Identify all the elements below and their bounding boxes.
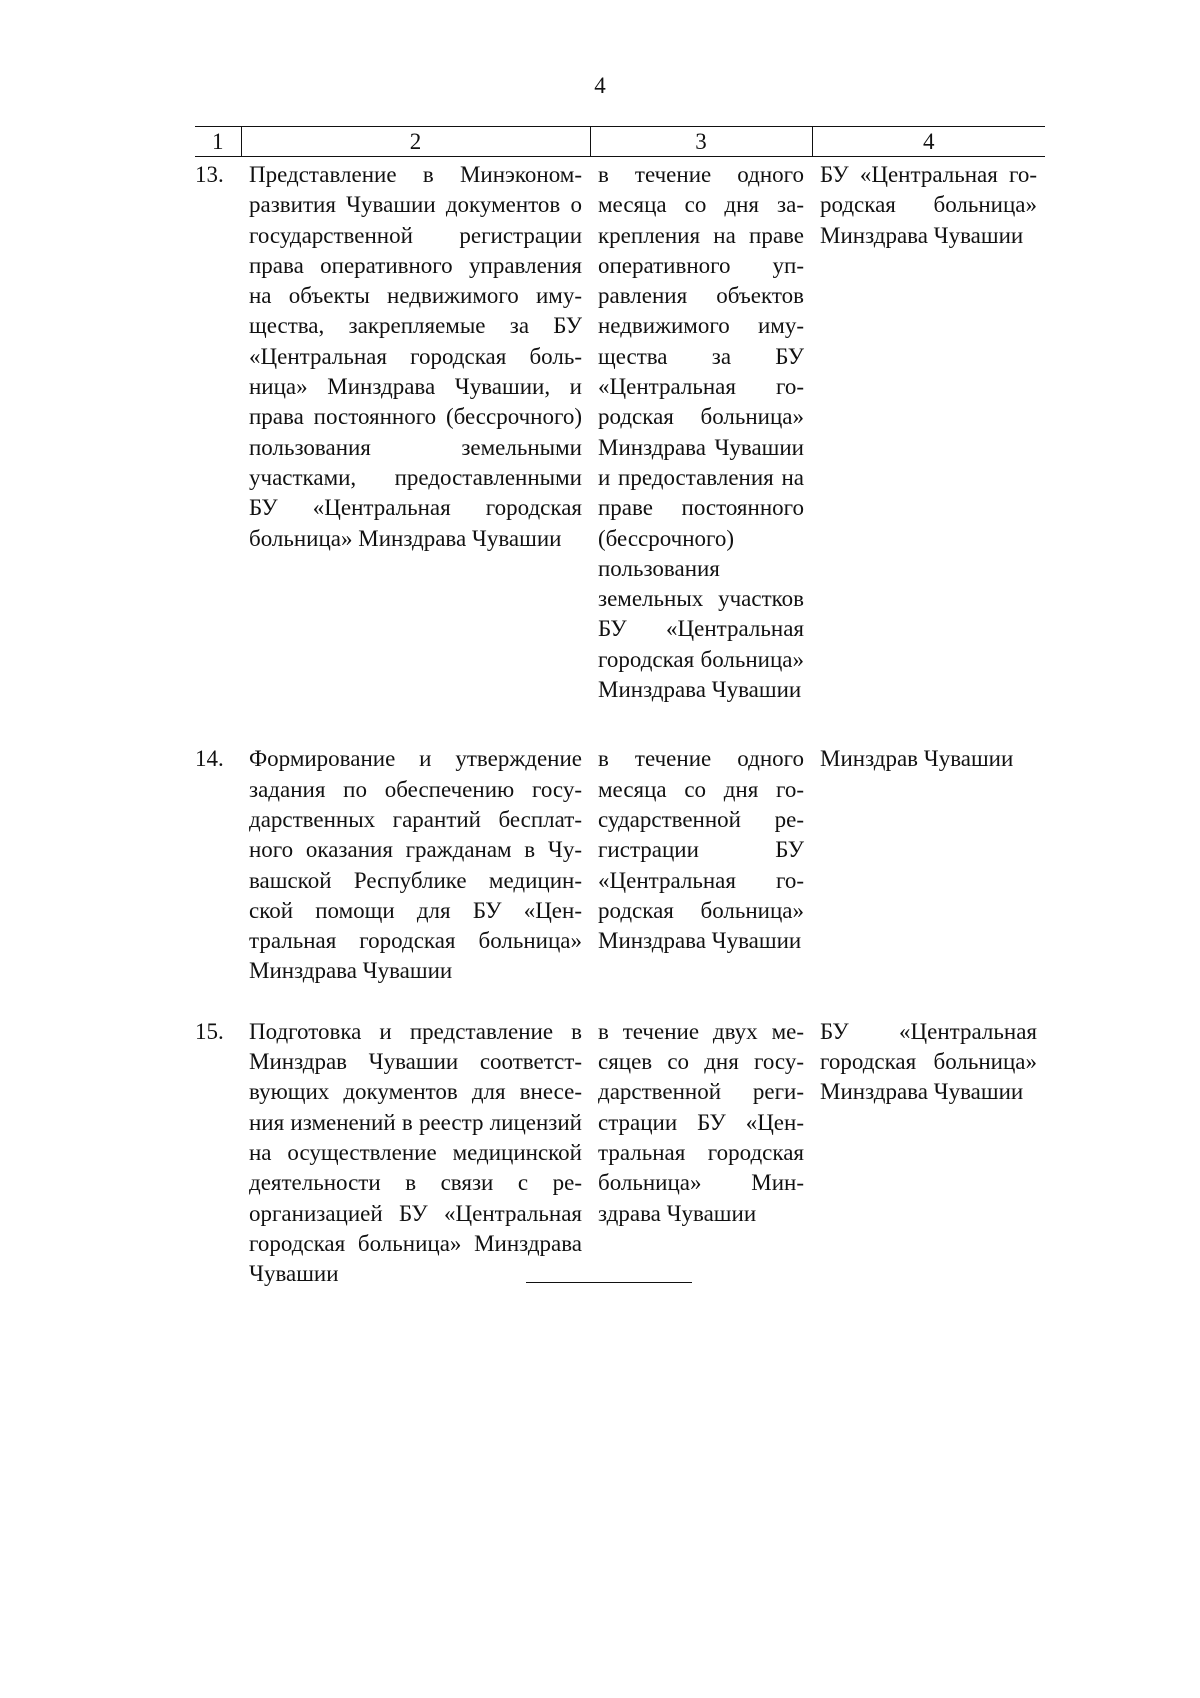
deadline-cell: в течение одного месяца со дня государственной регистрации БУ «Центральная городская больница» Минздрава Чувашии	[598, 746, 804, 954]
table-header-row	[195, 127, 1045, 157]
action-cell: Подготовка и представление в Минздрав Чувашии соответствующих документов для внесения изменений в реестр лицензий на осуществление медицинской деятельности в связи с реорганизацией БУ «Центральная городская больница» Минздрава Чувашии	[249, 1018, 582, 1287]
column-header-4: 4	[812, 127, 1045, 157]
column-header-3: 3	[590, 127, 812, 157]
end-of-document-rule	[526, 1282, 692, 1283]
responsible-cell: БУ «Центральная городская больница» Минздрава Чувашии	[820, 1018, 1037, 1105]
action-cell: Формирование и утверждение задания по обеспечению государственных гарантий бесплатного оказания гражданам в Чувашской Республике медицинской помощи для БУ «Центральная городская больница» Минздрава Чувашии	[249, 746, 582, 984]
column-header-1: 1	[195, 127, 241, 157]
table-row	[195, 705, 1045, 986]
deadline-cell: в течение двух месяцев со дня государственной регистрации БУ «Центральная городская больница» Минздрава Чувашии	[598, 1018, 804, 1226]
responsible-cell: Минздрав Чувашии	[820, 746, 1014, 772]
action-cell: Представление в Минэкономразвития Чувашии документов о государственной регистрации права оперативного управления на объекты недвижимого имущества, закрепляемые за БУ «Центральная городская больница» Минздрава Чувашии, и права постоянного (бессрочного) пользования земельными участками, предоставленными БУ «Центральная городская больница» Минздрава Чувашии	[249, 162, 582, 551]
table-row	[195, 157, 1045, 706]
row-number: 14.	[195, 746, 224, 772]
table-row	[195, 987, 1045, 1290]
page-number: 4	[594, 73, 606, 98]
column-header-2: 2	[241, 127, 590, 157]
deadline-cell: в течение одного месяца со дня закрепления на праве оперативного управления объектов недвижимого имущества за БУ «Центральная городская больница» Минздрава Чувашии и предоставления на праве постоянного (бессрочного) пользования земельных участков БУ «Центральная городская больница» Минздрава Чувашии	[598, 162, 804, 703]
row-number: 13.	[195, 162, 224, 187]
responsible-cell: БУ «Центральная городская больница» Минздрава Чувашии	[820, 162, 1037, 248]
measures-table	[195, 126, 1045, 1289]
row-number: 15.	[195, 1018, 224, 1044]
